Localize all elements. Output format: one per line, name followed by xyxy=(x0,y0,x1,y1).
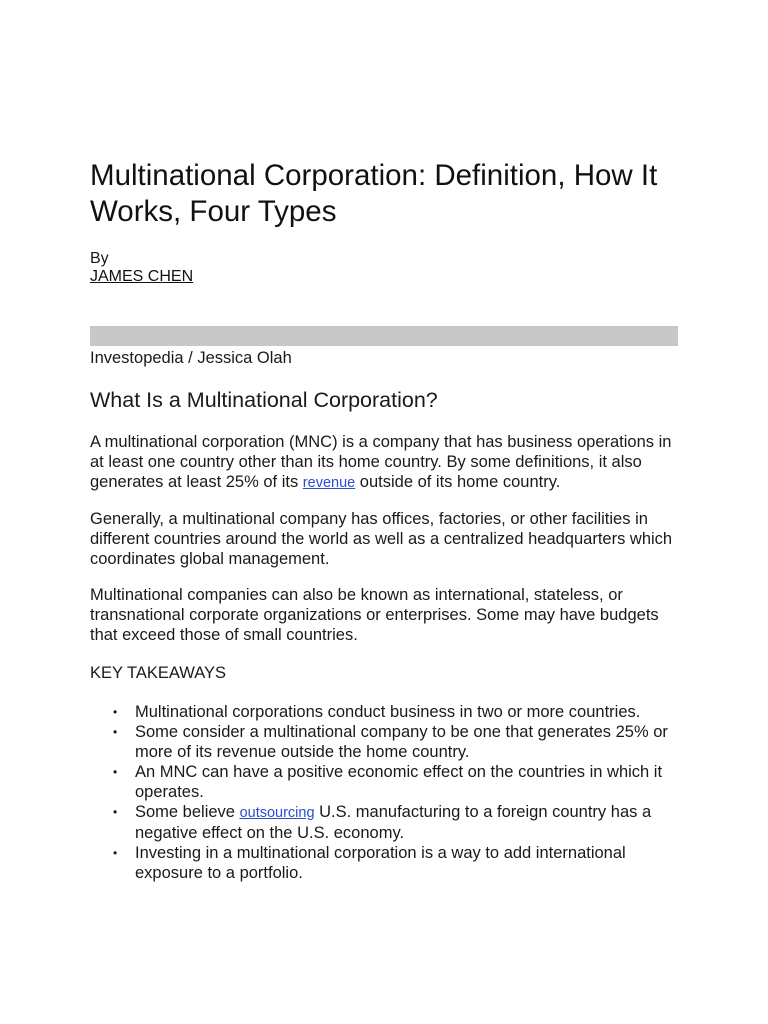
byline xyxy=(90,250,678,286)
outsourcing-link[interactable]: outsourcing xyxy=(239,805,315,821)
list-item-text: Some consider a multinational company to be one that generates 25% or more of its revenue outside the home country. xyxy=(135,723,668,761)
key-takeaways-list xyxy=(90,702,678,883)
bullet-icon: • xyxy=(113,805,118,819)
bullet-icon: • xyxy=(113,705,118,719)
article-image xyxy=(90,326,678,346)
bullet-icon: • xyxy=(113,725,118,739)
article-title: Multinational Corporation: Definition, How It Works, Four Types xyxy=(90,159,658,228)
paragraph-intro xyxy=(90,432,678,493)
list-item-text: An MNC can have a positive economic effect on the countries in which it operates. xyxy=(135,763,663,801)
list-item-text: U.S. manufacturing to a foreign country has a negative effect on the U.S. economy. xyxy=(135,803,652,842)
revenue-link[interactable]: revenue xyxy=(302,475,356,491)
bullet-icon: • xyxy=(113,846,118,860)
author-link[interactable]: JAMES CHEN xyxy=(90,268,194,285)
list-item xyxy=(113,802,678,843)
key-takeaways-heading: KEY TAKEAWAYS xyxy=(90,664,227,682)
bullet-icon: • xyxy=(113,765,118,779)
section-heading: What Is a Multinational Corporation? xyxy=(90,388,438,412)
list-item xyxy=(113,762,678,802)
byline-prefix: By xyxy=(90,250,109,267)
list-item-text: Some believe xyxy=(135,803,240,821)
paragraph-text: outside of its home country. xyxy=(355,473,561,491)
image-caption: Investopedia / Jessica Olah xyxy=(90,349,292,367)
article xyxy=(90,158,678,883)
paragraph-also-known: Multinational companies can also be known as international, stateless, or transnational corporate organizations or enterprises. Some may have budgets that exceed those of small countries. xyxy=(90,586,659,644)
list-item-text: Investing in a multinational corporation is a way to add international exposure to a portfolio. xyxy=(135,844,626,882)
list-item xyxy=(113,722,678,762)
paragraph-text: A multinational corporation (MNC) is a company that has business operations in at least one country other than its home country. By some definitions, it also generates at least 25% of its xyxy=(90,433,672,491)
list-item-text: Multinational corporations conduct business in two or more countries. xyxy=(135,703,641,721)
paragraph-facilities: Generally, a multinational company has offices, factories, or other facilities in different countries around the world as well as a centralized headquarters which coordinates global management. xyxy=(90,510,673,568)
list-item xyxy=(113,843,678,883)
list-item xyxy=(113,702,678,722)
